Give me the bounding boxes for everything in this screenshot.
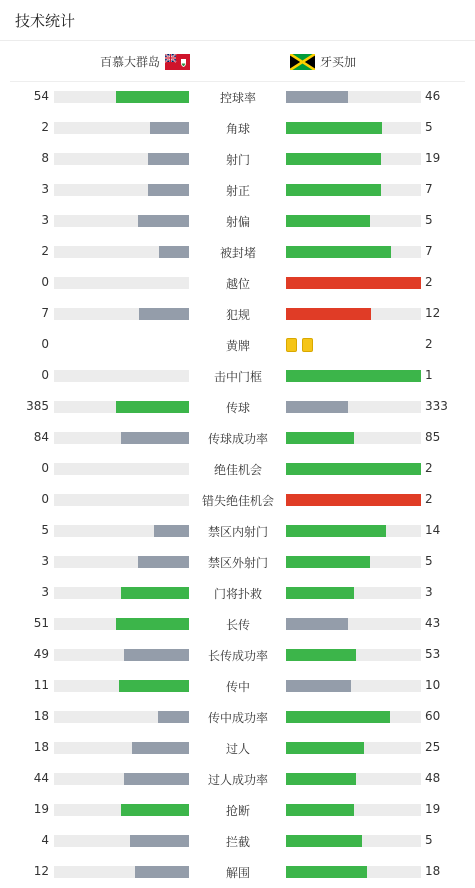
home-bar-track	[54, 91, 189, 103]
home-stat-value: 3	[41, 213, 49, 227]
home-stat-value: 0	[41, 275, 49, 289]
stat-row	[0, 174, 475, 205]
stat-label: 犯规	[225, 308, 250, 322]
home-bar-track	[54, 184, 189, 196]
home-stat-value: 18	[33, 740, 49, 754]
away-stat-value: 333	[425, 399, 448, 413]
away-bar-fill	[286, 587, 354, 599]
away-bar-fill	[286, 835, 362, 847]
home-bar-fill	[159, 246, 189, 258]
jamaica-flag-icon	[290, 54, 315, 70]
away-stat-value: 7	[425, 244, 433, 258]
away-bar-fill	[286, 711, 390, 723]
away-bar-fill	[286, 277, 421, 289]
home-bar-track	[54, 432, 189, 444]
home-bar-track	[54, 153, 189, 165]
away-stat-value: 43	[425, 616, 441, 630]
home-bar-track	[54, 649, 189, 661]
stat-label: 长传	[225, 618, 250, 632]
away-stat-value: 1	[425, 368, 433, 382]
stat-row	[0, 236, 475, 267]
home-bar-track	[54, 587, 189, 599]
stat-label: 传球	[225, 401, 250, 415]
away-bar-fill	[286, 494, 421, 506]
home-stat-value: 19	[33, 802, 49, 816]
bermuda-flag-icon	[165, 54, 190, 70]
home-stat-value: 4	[41, 833, 49, 847]
stat-label: 越位	[225, 277, 250, 291]
stat-label: 禁区内射门	[207, 525, 268, 539]
home-stat-value: 84	[33, 430, 49, 444]
home-bar-fill	[139, 308, 189, 320]
away-bar-fill	[286, 866, 367, 878]
away-team-name: 牙买加	[320, 55, 357, 69]
home-bar-track	[54, 804, 189, 816]
away-bar-track	[286, 246, 421, 258]
away-stat-value: 5	[425, 554, 433, 568]
away-team[interactable]	[290, 53, 356, 70]
stat-label: 禁区外射门	[207, 556, 268, 570]
stat-row	[0, 794, 475, 825]
away-stat-value: 2	[425, 337, 433, 351]
stat-label: 传中成功率	[207, 711, 268, 725]
home-bar-fill	[132, 742, 189, 754]
away-stat-value: 2	[425, 492, 433, 506]
home-bar-track	[54, 494, 189, 506]
home-bar-track	[54, 401, 189, 413]
stat-label: 击中门框	[213, 370, 262, 384]
home-bar-track	[54, 308, 189, 320]
away-bar-fill	[286, 463, 421, 475]
stat-row	[0, 670, 475, 701]
stat-label: 抢断	[225, 804, 250, 818]
away-bar-fill	[286, 618, 348, 630]
away-bar-track	[286, 680, 421, 692]
home-stat-value: 8	[41, 151, 49, 165]
away-stat-value: 18	[425, 864, 441, 878]
home-bar-fill	[158, 711, 189, 723]
home-stat-value: 3	[41, 554, 49, 568]
home-bar-track	[54, 370, 189, 382]
away-stat-value: 25	[425, 740, 441, 754]
away-stat-value: 10	[425, 678, 441, 692]
stat-label: 错失绝佳机会	[201, 494, 274, 508]
yellow-card-icon	[302, 338, 313, 352]
home-stat-value: 7	[41, 306, 49, 320]
home-stat-value: 49	[33, 647, 49, 661]
stat-label: 角球	[225, 122, 250, 136]
page-title: 技术统计	[15, 12, 76, 30]
stat-row	[0, 143, 475, 174]
home-bar-track	[54, 773, 189, 785]
stat-row	[0, 732, 475, 763]
stat-row	[0, 360, 475, 391]
home-stat-value: 2	[41, 120, 49, 134]
home-bar-track	[54, 122, 189, 134]
stat-label: 绝佳机会	[213, 463, 262, 477]
home-stat-value: 54	[33, 89, 49, 103]
stat-row	[0, 701, 475, 732]
stat-label: 长传成功率	[207, 649, 268, 663]
home-bar-track	[54, 742, 189, 754]
home-bar-track	[54, 835, 189, 847]
stat-row	[0, 422, 475, 453]
header-bar	[0, 0, 475, 41]
stat-row	[0, 608, 475, 639]
stat-row	[0, 546, 475, 577]
away-bar-track	[286, 618, 421, 630]
home-bar-fill	[150, 122, 189, 134]
home-bar-fill	[154, 525, 189, 537]
stat-row	[0, 639, 475, 670]
stat-label: 过人成功率	[207, 773, 268, 787]
stat-row	[0, 763, 475, 794]
away-bar-track	[286, 277, 421, 289]
home-stat-value: 3	[41, 182, 49, 196]
stat-label: 控球率	[219, 91, 256, 105]
home-bar-track	[54, 556, 189, 568]
home-bar-fill	[148, 153, 189, 165]
home-bar-track	[54, 711, 189, 723]
away-bar-track	[286, 494, 421, 506]
stat-row	[0, 515, 475, 546]
away-stat-value: 7	[425, 182, 433, 196]
home-bar-fill	[148, 184, 189, 196]
away-bar-fill	[286, 184, 381, 196]
home-bar-fill	[124, 773, 189, 785]
away-bar-fill	[286, 649, 356, 661]
away-bar-fill	[286, 153, 381, 165]
away-bar-fill	[286, 91, 348, 103]
stat-row	[0, 825, 475, 856]
home-stat-value: 51	[33, 616, 49, 630]
home-stat-value: 18	[33, 709, 49, 723]
home-bar-fill	[119, 680, 189, 692]
stat-row	[0, 856, 475, 887]
home-stat-value: 11	[33, 678, 49, 692]
stat-row	[0, 205, 475, 236]
home-bar-track	[54, 525, 189, 537]
away-stat-value: 85	[425, 430, 441, 444]
home-bar-fill	[121, 587, 189, 599]
stat-label: 射门	[225, 153, 250, 167]
home-stat-value: 0	[41, 337, 49, 351]
home-bar-track	[54, 246, 189, 258]
away-bar-track	[286, 432, 421, 444]
home-stat-value: 0	[41, 368, 49, 382]
away-bar-track	[286, 401, 421, 413]
away-bar-track	[286, 711, 421, 723]
away-stat-value: 60	[425, 709, 441, 723]
away-bar-track	[286, 463, 421, 475]
home-bar-track	[54, 215, 189, 227]
stat-row	[0, 267, 475, 298]
home-bar-track	[54, 277, 189, 289]
home-bar-fill	[138, 215, 189, 227]
stat-row	[0, 577, 475, 608]
home-stat-value: 44	[33, 771, 49, 785]
stat-row	[0, 112, 475, 143]
home-bar-fill	[116, 401, 189, 413]
away-bar-fill	[286, 308, 371, 320]
away-stat-value: 5	[425, 120, 433, 134]
home-stat-value: 2	[41, 244, 49, 258]
stat-label: 解围	[225, 866, 250, 880]
home-stat-value: 385	[26, 399, 49, 413]
stat-label: 拦截	[225, 835, 250, 849]
away-bar-track	[286, 835, 421, 847]
away-bar-fill	[286, 401, 348, 413]
stat-row	[0, 391, 475, 422]
away-stat-value: 46	[425, 89, 441, 103]
away-stat-value: 48	[425, 771, 441, 785]
away-stat-value: 12	[425, 306, 441, 320]
home-team-name: 百慕大群岛	[99, 55, 160, 69]
home-bar-fill	[138, 556, 189, 568]
away-stat-value: 19	[425, 151, 441, 165]
away-bar-track	[286, 91, 421, 103]
stat-label: 传球成功率	[207, 432, 268, 446]
away-bar-track	[286, 866, 421, 878]
home-bar-fill	[121, 432, 189, 444]
away-bar-track	[286, 587, 421, 599]
away-bar-track	[286, 556, 421, 568]
stat-label: 被封堵	[219, 246, 256, 260]
home-stat-value: 3	[41, 585, 49, 599]
home-bar-track	[54, 618, 189, 630]
away-stat-value: 2	[425, 461, 433, 475]
away-bar-fill	[286, 215, 370, 227]
away-stat-value: 5	[425, 833, 433, 847]
away-bar-fill	[286, 525, 386, 537]
home-team[interactable]	[100, 53, 190, 70]
away-bar-track	[286, 804, 421, 816]
home-bar-track	[54, 680, 189, 692]
home-bar-fill	[130, 835, 189, 847]
home-stat-value: 5	[41, 523, 49, 537]
away-bar-track	[286, 122, 421, 134]
home-bar-fill	[124, 649, 189, 661]
away-bar-track	[286, 525, 421, 537]
stat-label: 门将扑救	[213, 587, 262, 601]
away-stat-value: 2	[425, 275, 433, 289]
stat-row	[0, 484, 475, 515]
away-bar-track	[286, 215, 421, 227]
home-bar-track	[54, 463, 189, 475]
stat-row	[0, 453, 475, 484]
yellow-cards	[286, 338, 313, 352]
stat-label: 传中	[225, 680, 250, 694]
away-stat-value: 5	[425, 213, 433, 227]
away-stat-value: 19	[425, 802, 441, 816]
away-bar-fill	[286, 432, 354, 444]
stat-row	[0, 81, 475, 112]
away-bar-track	[286, 773, 421, 785]
stat-row	[0, 329, 475, 360]
home-bar-track	[54, 866, 189, 878]
stat-label: 过人	[225, 742, 250, 756]
home-bar-fill	[121, 804, 189, 816]
away-bar-track	[286, 308, 421, 320]
away-bar-fill	[286, 556, 370, 568]
home-stat-value: 0	[41, 492, 49, 506]
away-bar-fill	[286, 773, 356, 785]
away-bar-fill	[286, 804, 354, 816]
away-bar-track	[286, 153, 421, 165]
teams-header	[0, 41, 475, 81]
away-bar-track	[286, 742, 421, 754]
away-stat-value: 53	[425, 647, 441, 661]
stat-row	[0, 298, 475, 329]
away-bar-fill	[286, 122, 382, 134]
stat-label: 黄牌	[225, 339, 250, 353]
home-stat-value: 0	[41, 461, 49, 475]
away-bar-fill	[286, 742, 364, 754]
home-bar-fill	[116, 618, 189, 630]
away-stat-value: 3	[425, 585, 433, 599]
away-bar-track	[286, 649, 421, 661]
away-bar-track	[286, 184, 421, 196]
away-bar-fill	[286, 680, 351, 692]
away-stat-value: 14	[425, 523, 441, 537]
home-stat-value: 12	[33, 864, 49, 878]
away-bar-track	[286, 370, 421, 382]
away-bar-fill	[286, 370, 421, 382]
stat-label: 射偏	[225, 215, 250, 229]
home-bar-fill	[116, 91, 189, 103]
home-bar-fill	[135, 866, 189, 878]
away-bar-fill	[286, 246, 391, 258]
stat-label: 射正	[225, 184, 250, 198]
